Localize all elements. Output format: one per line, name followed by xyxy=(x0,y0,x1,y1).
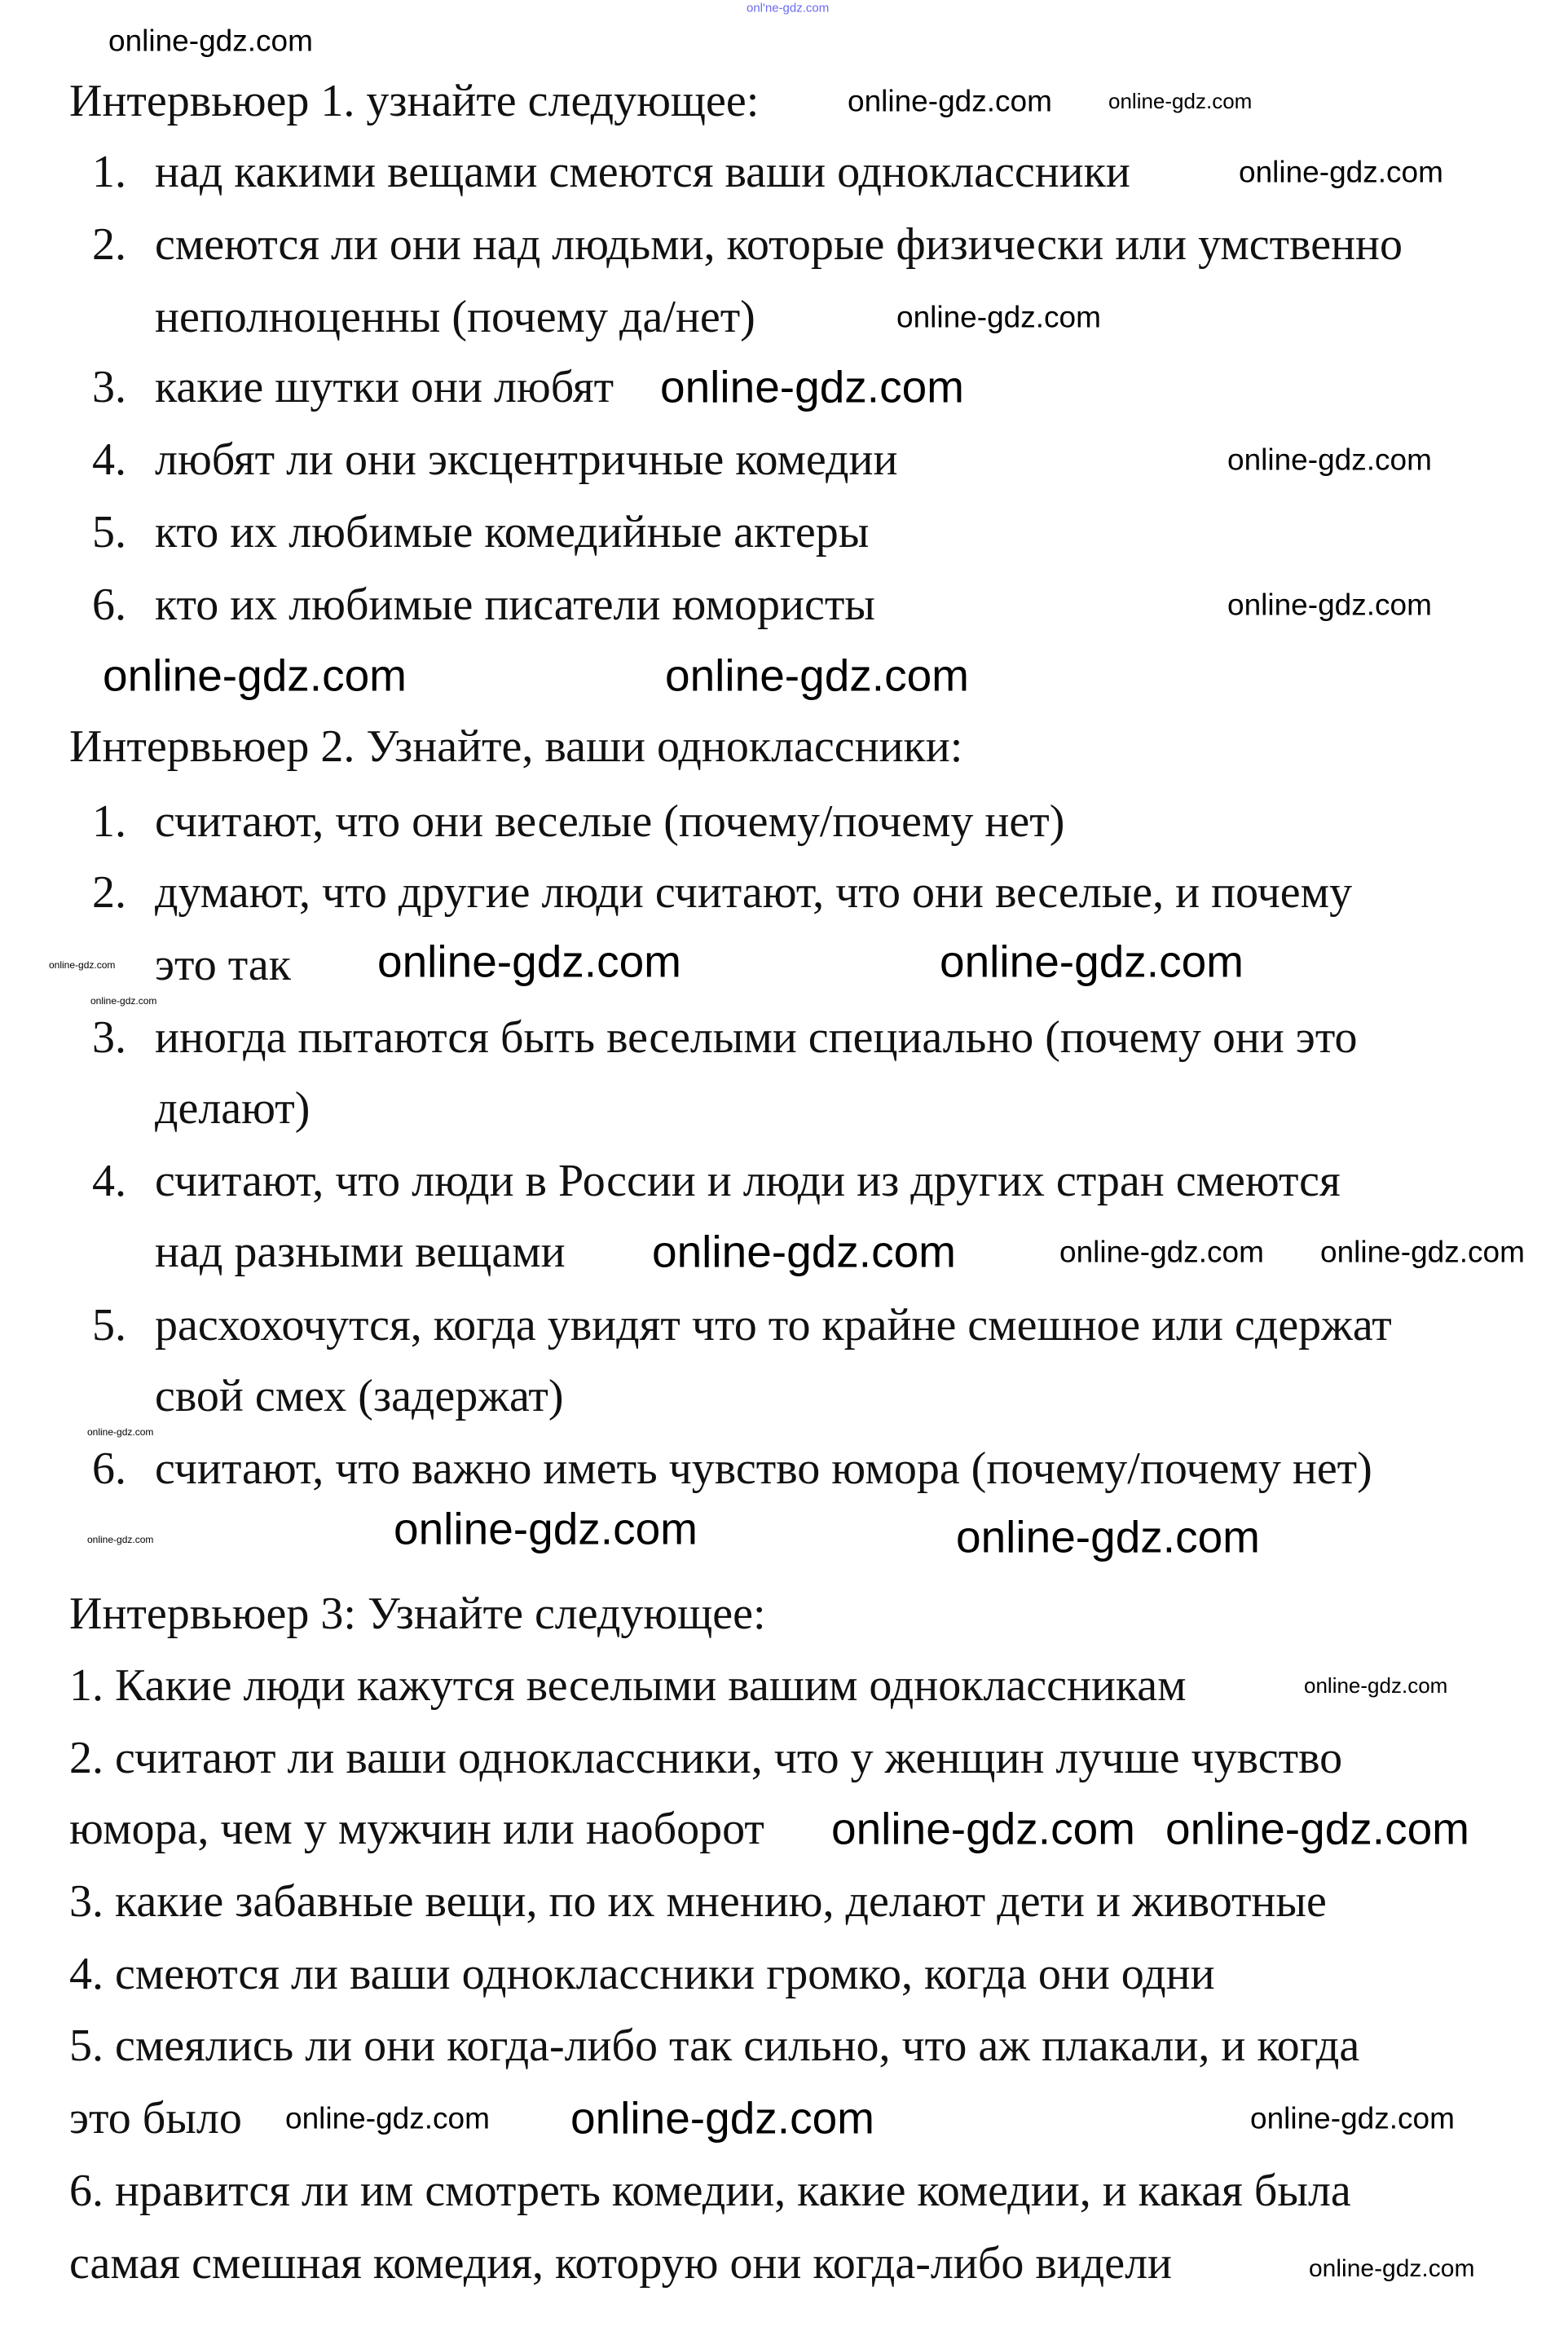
text-line: 1. Какие люди кажутся веселыми вашим одноклассникам xyxy=(69,1660,1187,1711)
watermark: online-gdz.com xyxy=(49,959,116,971)
text-line: 4. смеются ли ваши одноклассники громко, когда они одни xyxy=(69,1949,1215,1999)
list-number: 6. xyxy=(92,579,126,630)
watermark: online-gdz.com xyxy=(87,1534,154,1545)
list-number: 5. xyxy=(92,507,126,557)
text-line: это было xyxy=(69,2093,242,2144)
text-line: 2. считают ли ваши одноклассники, что у женщин лучше чувство xyxy=(69,1733,1343,1783)
watermark: online-gdz.com xyxy=(956,1511,1260,1562)
watermark: online-gdz.com xyxy=(665,650,969,701)
watermark: online-gdz.com xyxy=(1165,1803,1469,1854)
list-item-continuation: над разными вещами xyxy=(155,1227,566,1277)
text-line: 5. смеялись ли они когда-либо так сильно, что аж плакали, и когда xyxy=(69,2020,1360,2071)
list-item: любят ли они эксцентричные комедии xyxy=(155,434,898,485)
list-item: кто их любимые писатели юмористы xyxy=(155,579,875,630)
text-line: юмора, чем у мужчин или наоборот xyxy=(69,1804,764,1854)
watermark: online-gdz.com xyxy=(660,361,964,412)
list-item-continuation: неполноценны (почему да/нет) xyxy=(155,292,755,342)
watermark: online-gdz.com xyxy=(1227,443,1432,477)
watermark: online-gdz.com xyxy=(1239,155,1443,189)
watermark: online-gdz.com xyxy=(940,936,1244,987)
watermark: online-gdz.com xyxy=(1250,2101,1455,2135)
list-item: считают, что они веселые (почему/почему нет) xyxy=(155,796,1065,847)
watermark: online-gdz.com xyxy=(1227,588,1432,622)
list-item: смеются ли они над людьми, которые физически или умственно xyxy=(155,219,1403,270)
list-number: 3. xyxy=(92,362,126,412)
list-number: 4. xyxy=(92,1156,126,1206)
watermark: online-gdz.com xyxy=(394,1503,698,1554)
list-number: 6. xyxy=(92,1443,126,1494)
list-number: 4. xyxy=(92,434,126,485)
list-item: иногда пытаются быть веселыми специально (почему они это xyxy=(155,1012,1358,1063)
list-number: 3. xyxy=(92,1012,126,1063)
watermark: online-gdz.com xyxy=(285,2101,490,2135)
list-number: 1. xyxy=(92,796,126,847)
watermark: online-gdz.com xyxy=(831,1803,1135,1854)
list-number: 2. xyxy=(92,867,126,918)
list-item: над какими вещами смеются ваши одноклассники xyxy=(155,147,1130,197)
watermark: online-gdz.com xyxy=(1309,2255,1475,2282)
watermark: online-gdz.com xyxy=(1304,1673,1448,1698)
list-item-continuation: свой смех (задержат) xyxy=(155,1371,564,1421)
list-number: 5. xyxy=(92,1300,126,1351)
text-line: 6. нравится ли им смотреть комедии, какие комедии, и какая была xyxy=(69,2166,1351,2216)
list-item: расхохочутся, когда увидят что то крайне смешное или сдержат xyxy=(155,1300,1392,1351)
watermark: online-gdz.com xyxy=(896,300,1101,334)
list-item: считают, что важно иметь чувство юмора (почему/почему нет) xyxy=(155,1443,1372,1494)
text-line: самая смешная комедия, которую они когда-либо видели xyxy=(69,2238,1172,2289)
watermark: online-gdz.com xyxy=(1108,89,1253,113)
list-item: какие шутки они любят xyxy=(155,362,614,412)
watermark: online-gdz.com xyxy=(848,84,1052,118)
watermark: online-gdz.com xyxy=(108,24,313,58)
section2-heading: Интервьюер 2. Узнайте, ваши одноклассники: xyxy=(69,721,963,772)
list-item: считают, что люди в России и люди из других стран смеются xyxy=(155,1156,1341,1206)
watermark: online-gdz.com xyxy=(1320,1235,1525,1269)
list-item: кто их любимые комедийные актеры xyxy=(155,507,870,557)
list-number: 2. xyxy=(92,219,126,270)
list-item-continuation: делают) xyxy=(155,1083,311,1134)
watermark: onl'ne-gdz.com xyxy=(747,1,830,15)
section1-heading: Интервьюер 1. узнайте следующее: xyxy=(69,76,760,126)
section3-heading: Интервьюер 3: Узнайте следующее: xyxy=(69,1589,766,1639)
text-line: 3. какие забавные вещи, по их мнению, делают дети и животные xyxy=(69,1876,1327,1927)
watermark: online-gdz.com xyxy=(1059,1235,1264,1269)
watermark: online-gdz.com xyxy=(103,650,407,701)
list-number: 1. xyxy=(92,147,126,197)
watermark: online-gdz.com xyxy=(652,1226,956,1277)
watermark: online-gdz.com xyxy=(90,995,157,1007)
watermark: online-gdz.com xyxy=(570,2092,874,2144)
list-item: думают, что другие люди считают, что они веселые, и почему xyxy=(155,867,1353,918)
watermark: online-gdz.com xyxy=(377,936,681,987)
watermark: online-gdz.com xyxy=(87,1426,154,1438)
list-item-continuation: это так xyxy=(155,940,291,990)
